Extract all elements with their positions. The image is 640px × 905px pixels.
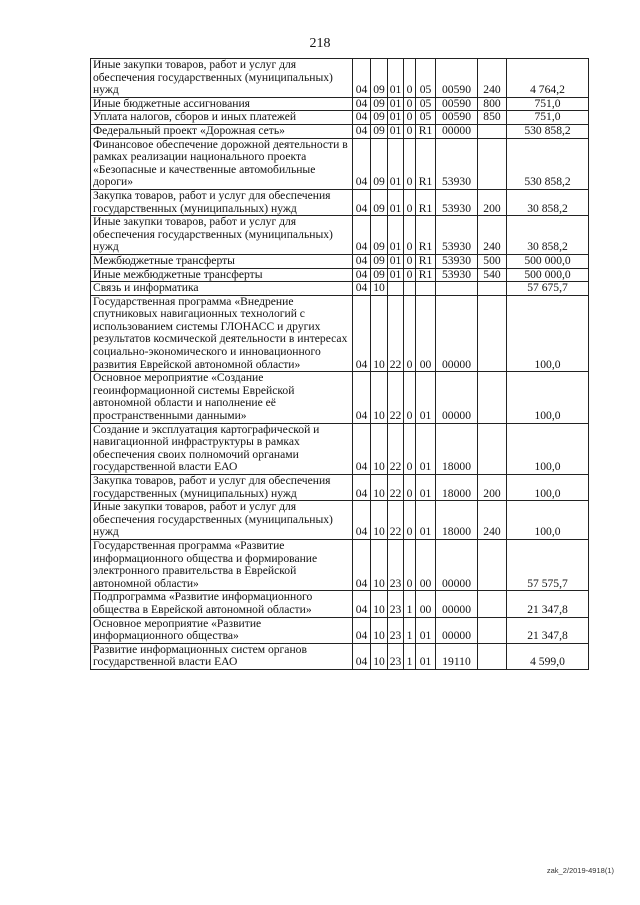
cell-subsection-code: 10 xyxy=(371,423,388,474)
page-number: 218 xyxy=(309,36,331,51)
cell-direction-code: 53930 xyxy=(436,254,478,268)
cell-direction-code: 53930 xyxy=(436,189,478,215)
cell-program-code: 01 xyxy=(388,97,404,111)
cell-program-code: 01 xyxy=(388,254,404,268)
cell-item-name: Подпрограмма «Развитие информационного общества в Еврейской автономной области» xyxy=(91,591,353,617)
cell-item-name: Государственная программа «Развитие информационного общества и формирование электронного правительства в Еврейской автономной области» xyxy=(91,539,353,590)
cell-program-code: 01 xyxy=(388,268,404,282)
cell-subprogram-code: 0 xyxy=(404,501,416,540)
cell-expense-type-code: 540 xyxy=(478,268,507,282)
cell-program-code: 01 xyxy=(388,189,404,215)
cell-subsection-code: 10 xyxy=(371,643,388,669)
cell-activity-code: R1 xyxy=(416,189,436,215)
cell-program-code: 22 xyxy=(388,423,404,474)
cell-item-name: Уплата налогов, сборов и иных платежей xyxy=(91,111,353,125)
cell-subprogram-code: 0 xyxy=(404,539,416,590)
table-row xyxy=(91,475,589,501)
table-row xyxy=(91,254,589,268)
cell-amount: 4 599,0 xyxy=(507,643,589,669)
cell-amount: 100,0 xyxy=(507,372,589,423)
cell-item-name: Государственная программа «Внедрение спутниковых навигационных технологий с использованием системы ГЛОНАСС и других результатов космической деятельности в интересах социально-экономического и инновационного развития Еврейской автономной области» xyxy=(91,295,353,372)
cell-section-code: 04 xyxy=(353,423,371,474)
cell-direction-code: 53930 xyxy=(436,216,478,255)
cell-direction-code: 00000 xyxy=(436,295,478,372)
cell-subsection-code: 10 xyxy=(371,282,388,296)
cell-subsection-code: 10 xyxy=(371,501,388,540)
cell-subsection-code: 09 xyxy=(371,59,388,98)
cell-item-name: Основное мероприятие «Создание геоинформационной системы Еврейской автономной области и наполнение её пространственными данными» xyxy=(91,372,353,423)
cell-subsection-code: 09 xyxy=(371,189,388,215)
cell-activity-code: R1 xyxy=(416,254,436,268)
cell-activity-code: R1 xyxy=(416,216,436,255)
cell-section-code: 04 xyxy=(353,268,371,282)
cell-program-code: 22 xyxy=(388,501,404,540)
cell-item-name: Иные бюджетные ассигнования xyxy=(91,97,353,111)
cell-item-name: Закупка товаров, работ и услуг для обеспечения государственных (муниципальных) нужд xyxy=(91,189,353,215)
cell-program-code: 23 xyxy=(388,617,404,643)
cell-subprogram-code: 0 xyxy=(404,216,416,255)
cell-subsection-code: 10 xyxy=(371,295,388,372)
cell-amount: 530 858,2 xyxy=(507,124,589,138)
cell-subprogram-code: 0 xyxy=(404,423,416,474)
cell-item-name: Федеральный проект «Дорожная сеть» xyxy=(91,124,353,138)
cell-subprogram-code: 0 xyxy=(404,475,416,501)
cell-expense-type-code: 200 xyxy=(478,475,507,501)
cell-activity-code: 01 xyxy=(416,501,436,540)
cell-item-name: Иные межбюджетные трансферты xyxy=(91,268,353,282)
table-row xyxy=(91,216,589,255)
footer-document-code: zak_2/2019-4918(1) xyxy=(546,866,614,875)
cell-program-code: 22 xyxy=(388,372,404,423)
cell-amount: 100,0 xyxy=(507,423,589,474)
cell-expense-type-code: 500 xyxy=(478,254,507,268)
cell-direction-code: 00590 xyxy=(436,59,478,98)
cell-expense-type-code: 800 xyxy=(478,97,507,111)
cell-activity-code: 01 xyxy=(416,617,436,643)
cell-subsection-code: 09 xyxy=(371,254,388,268)
cell-expense-type-code xyxy=(478,643,507,669)
cell-amount: 500 000,0 xyxy=(507,268,589,282)
cell-direction-code: 18000 xyxy=(436,501,478,540)
cell-subprogram-code: 0 xyxy=(404,372,416,423)
cell-program-code xyxy=(388,282,404,296)
cell-direction-code: 00000 xyxy=(436,539,478,590)
cell-program-code: 01 xyxy=(388,138,404,189)
cell-amount: 530 858,2 xyxy=(507,138,589,189)
cell-direction-code: 00590 xyxy=(436,97,478,111)
cell-section-code: 04 xyxy=(353,539,371,590)
cell-activity-code: 01 xyxy=(416,372,436,423)
cell-expense-type-code xyxy=(478,282,507,296)
table-row xyxy=(91,617,589,643)
cell-direction-code: 18000 xyxy=(436,423,478,474)
cell-amount: 500 000,0 xyxy=(507,254,589,268)
cell-activity-code: 01 xyxy=(416,643,436,669)
cell-item-name: Создание и эксплуатация картографической и навигационной инфраструктуры в рамках обеспечения своих полномочий органами государственной власти ЕАО xyxy=(91,423,353,474)
cell-direction-code: 00000 xyxy=(436,617,478,643)
cell-expense-type-code: 850 xyxy=(478,111,507,125)
cell-program-code: 01 xyxy=(388,59,404,98)
cell-subsection-code: 09 xyxy=(371,124,388,138)
table-row xyxy=(91,423,589,474)
cell-direction-code: 00000 xyxy=(436,591,478,617)
cell-activity-code: 01 xyxy=(416,475,436,501)
cell-section-code: 04 xyxy=(353,617,371,643)
cell-subprogram-code: 1 xyxy=(404,617,416,643)
cell-activity-code: R1 xyxy=(416,138,436,189)
cell-subprogram-code: 0 xyxy=(404,111,416,125)
cell-subsection-code: 10 xyxy=(371,372,388,423)
cell-amount: 30 858,2 xyxy=(507,189,589,215)
cell-section-code: 04 xyxy=(353,643,371,669)
cell-subsection-code: 09 xyxy=(371,216,388,255)
cell-section-code: 04 xyxy=(353,295,371,372)
cell-expense-type-code xyxy=(478,539,507,590)
table-row xyxy=(91,295,589,372)
cell-expense-type-code: 200 xyxy=(478,189,507,215)
cell-section-code: 04 xyxy=(353,97,371,111)
table-row xyxy=(91,124,589,138)
table-row xyxy=(91,189,589,215)
cell-expense-type-code xyxy=(478,423,507,474)
table-row xyxy=(91,501,589,540)
cell-expense-type-code: 240 xyxy=(478,59,507,98)
cell-amount: 21 347,8 xyxy=(507,617,589,643)
cell-expense-type-code: 240 xyxy=(478,501,507,540)
cell-program-code: 01 xyxy=(388,111,404,125)
table-row xyxy=(91,643,589,669)
cell-section-code: 04 xyxy=(353,124,371,138)
cell-item-name: Связь и информатика xyxy=(91,282,353,296)
cell-subprogram-code: 0 xyxy=(404,268,416,282)
table-row xyxy=(91,59,589,98)
cell-amount: 57 575,7 xyxy=(507,539,589,590)
cell-subsection-code: 10 xyxy=(371,475,388,501)
table-row xyxy=(91,97,589,111)
cell-program-code: 23 xyxy=(388,591,404,617)
cell-subsection-code: 10 xyxy=(371,617,388,643)
cell-subsection-code: 09 xyxy=(371,97,388,111)
cell-program-code: 01 xyxy=(388,216,404,255)
cell-amount: 751,0 xyxy=(507,97,589,111)
cell-section-code: 04 xyxy=(353,254,371,268)
cell-subprogram-code: 0 xyxy=(404,138,416,189)
cell-activity-code: 00 xyxy=(416,295,436,372)
budget-table xyxy=(90,58,589,670)
table-row xyxy=(91,268,589,282)
cell-subsection-code: 10 xyxy=(371,591,388,617)
cell-activity-code: R1 xyxy=(416,124,436,138)
cell-activity-code: 05 xyxy=(416,97,436,111)
cell-item-name: Основное мероприятие «Развитие информационного общества» xyxy=(91,617,353,643)
table-row xyxy=(91,138,589,189)
table-row xyxy=(91,111,589,125)
cell-subprogram-code xyxy=(404,282,416,296)
cell-amount: 100,0 xyxy=(507,295,589,372)
cell-section-code: 04 xyxy=(353,475,371,501)
cell-item-name: Иные закупки товаров, работ и услуг для обеспечения государственных (муниципальных) нужд xyxy=(91,501,353,540)
cell-section-code: 04 xyxy=(353,216,371,255)
cell-expense-type-code xyxy=(478,591,507,617)
cell-item-name: Иные закупки товаров, работ и услуг для обеспечения государственных (муниципальных) нужд xyxy=(91,59,353,98)
cell-program-code: 22 xyxy=(388,475,404,501)
cell-amount: 751,0 xyxy=(507,111,589,125)
cell-subsection-code: 09 xyxy=(371,138,388,189)
cell-subsection-code: 09 xyxy=(371,111,388,125)
cell-activity-code: 00 xyxy=(416,591,436,617)
cell-amount: 4 764,2 xyxy=(507,59,589,98)
cell-program-code: 23 xyxy=(388,643,404,669)
cell-expense-type-code xyxy=(478,617,507,643)
cell-activity-code: 05 xyxy=(416,59,436,98)
cell-expense-type-code xyxy=(478,138,507,189)
table-row xyxy=(91,372,589,423)
cell-activity-code: 05 xyxy=(416,111,436,125)
cell-section-code: 04 xyxy=(353,501,371,540)
cell-item-name: Иные закупки товаров, работ и услуг для обеспечения государственных (муниципальных) нужд xyxy=(91,216,353,255)
cell-item-name: Финансовое обеспечение дорожной деятельности в рамках реализации национального проекта «Безопасные и качественные автомобильные дороги» xyxy=(91,138,353,189)
table-row xyxy=(91,282,589,296)
cell-activity-code: R1 xyxy=(416,268,436,282)
cell-section-code: 04 xyxy=(353,189,371,215)
cell-subprogram-code: 0 xyxy=(404,254,416,268)
cell-amount: 100,0 xyxy=(507,475,589,501)
cell-expense-type-code: 240 xyxy=(478,216,507,255)
cell-expense-type-code xyxy=(478,124,507,138)
cell-direction-code: 53930 xyxy=(436,268,478,282)
cell-amount: 30 858,2 xyxy=(507,216,589,255)
cell-program-code: 01 xyxy=(388,124,404,138)
cell-expense-type-code xyxy=(478,372,507,423)
cell-program-code: 23 xyxy=(388,539,404,590)
cell-direction-code: 18000 xyxy=(436,475,478,501)
cell-amount: 21 347,8 xyxy=(507,591,589,617)
cell-subprogram-code: 1 xyxy=(404,591,416,617)
cell-section-code: 04 xyxy=(353,372,371,423)
cell-subprogram-code: 1 xyxy=(404,643,416,669)
cell-direction-code xyxy=(436,282,478,296)
cell-subsection-code: 09 xyxy=(371,268,388,282)
cell-amount: 100,0 xyxy=(507,501,589,540)
cell-direction-code: 53930 xyxy=(436,138,478,189)
cell-section-code: 04 xyxy=(353,59,371,98)
cell-subprogram-code: 0 xyxy=(404,189,416,215)
cell-direction-code: 19110 xyxy=(436,643,478,669)
cell-activity-code xyxy=(416,282,436,296)
cell-program-code: 22 xyxy=(388,295,404,372)
cell-section-code: 04 xyxy=(353,138,371,189)
cell-subprogram-code: 0 xyxy=(404,59,416,98)
cell-subprogram-code: 0 xyxy=(404,97,416,111)
cell-activity-code: 01 xyxy=(416,423,436,474)
cell-item-name: Развитие информационных систем органов государственной власти ЕАО xyxy=(91,643,353,669)
cell-item-name: Межбюджетные трансферты xyxy=(91,254,353,268)
cell-activity-code: 00 xyxy=(416,539,436,590)
cell-section-code: 04 xyxy=(353,282,371,296)
cell-item-name: Закупка товаров, работ и услуг для обеспечения государственных (муниципальных) нужд xyxy=(91,475,353,501)
cell-subprogram-code: 0 xyxy=(404,295,416,372)
cell-subprogram-code: 0 xyxy=(404,124,416,138)
cell-amount: 57 675,7 xyxy=(507,282,589,296)
cell-direction-code: 00000 xyxy=(436,124,478,138)
cell-direction-code: 00590 xyxy=(436,111,478,125)
cell-expense-type-code xyxy=(478,295,507,372)
cell-section-code: 04 xyxy=(353,111,371,125)
cell-subsection-code: 10 xyxy=(371,539,388,590)
table-row xyxy=(91,539,589,590)
table-row xyxy=(91,591,589,617)
cell-section-code: 04 xyxy=(353,591,371,617)
cell-direction-code: 00000 xyxy=(436,372,478,423)
